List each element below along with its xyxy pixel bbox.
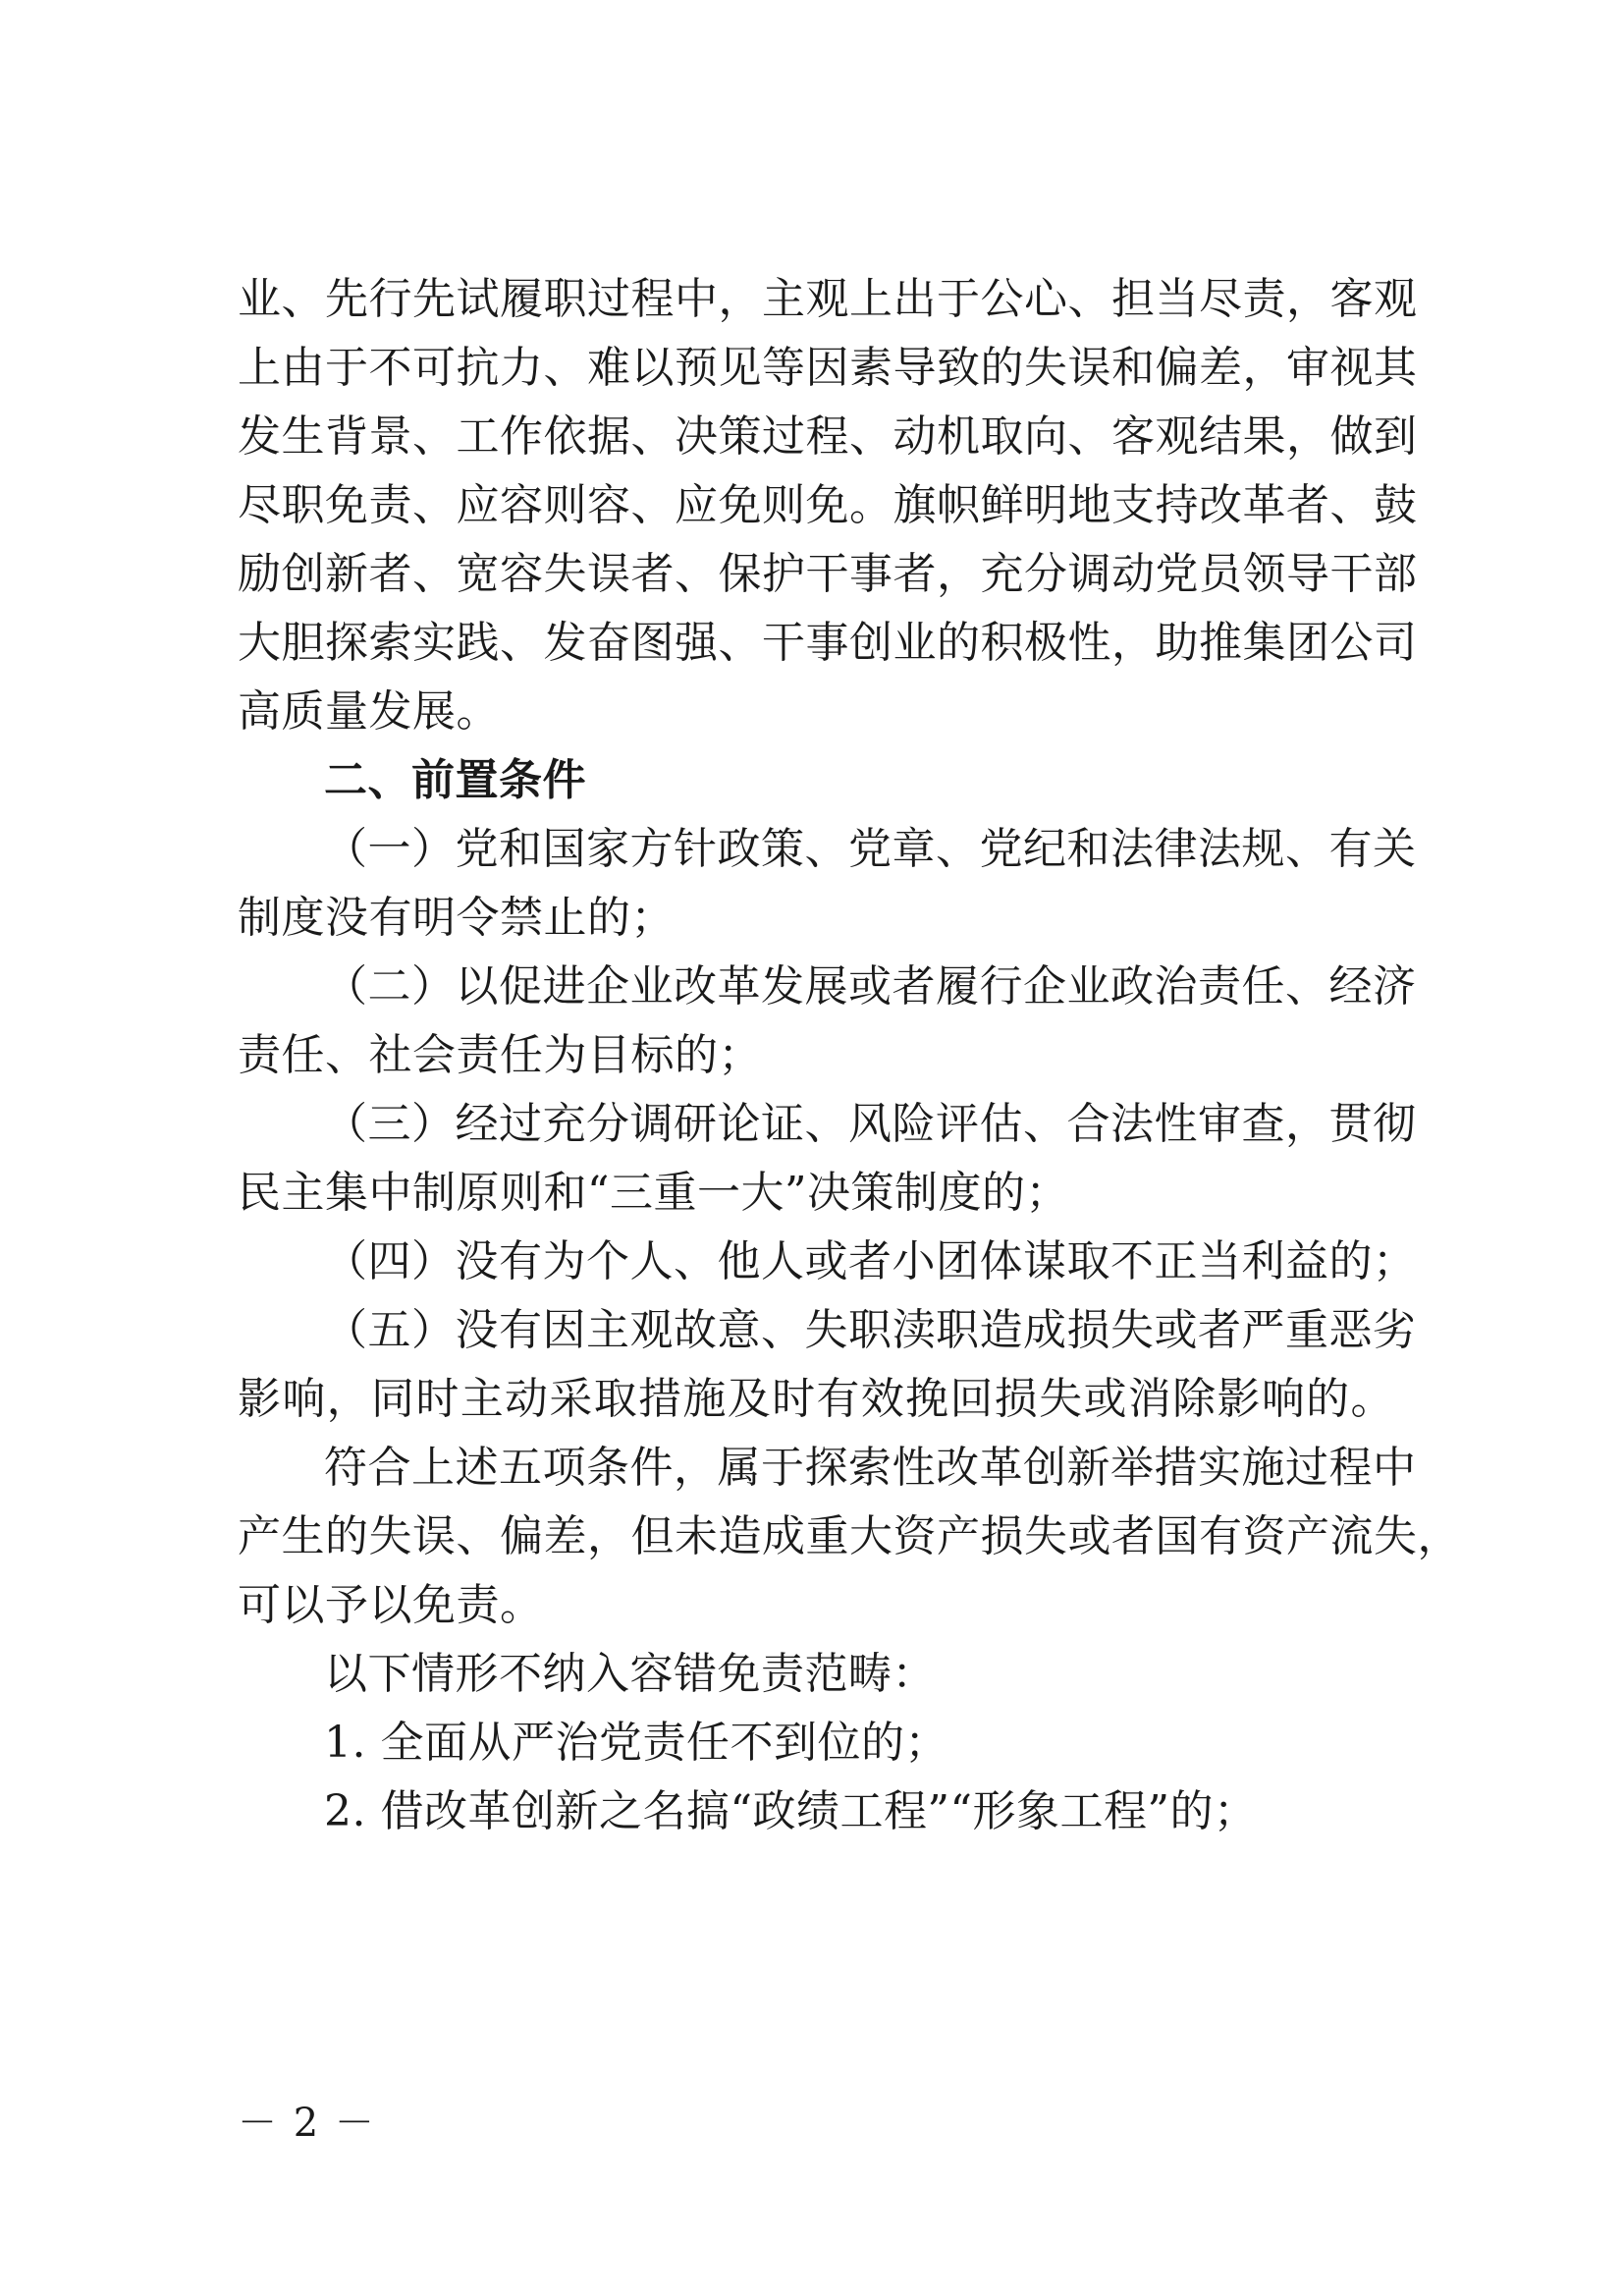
- condition-line: （四）没有为个人、他人或者小团体谋取不正当利益的；: [324, 1236, 1417, 1286]
- paragraph-line: 上由于不可抗力、难以预见等因素导致的失误和偏差，审视其: [238, 343, 1418, 393]
- paragraph-line: 发生背景、工作依据、决策过程、动机取向、客观结果，做到: [238, 411, 1418, 462]
- paragraph-line: 励创新者、宽容失误者、保护干事者，充分调动党员领导干部: [238, 549, 1418, 599]
- condition-line: 影响，同时主动采取措施及时有效挽回损失或消除影响的。: [238, 1374, 1394, 1424]
- summary-line: 产生的失误、偏差，但未造成重大资产损失或者国有资产流失，: [238, 1511, 1461, 1561]
- condition-line: 民主集中制原则和“三重一大”决策制度的；: [238, 1168, 1069, 1218]
- exclusion-item: 2. 借改革创新之名搞“政绩工程”“形象工程”的；: [324, 1786, 1258, 1836]
- paragraph-line: 大胆探索实践、发奋图强、干事创业的积极性，助推集团公司: [238, 618, 1418, 668]
- condition-line: （一）党和国家方针政策、党章、党纪和法律法规、有关: [324, 824, 1417, 874]
- condition-line: （三）经过充分调研论证、风险评估、合法性审查，贯彻: [324, 1099, 1417, 1149]
- condition-line: 责任、社会责任为目标的；: [238, 1030, 762, 1080]
- paragraph-line: 业、先行先试履职过程中，主观上出于公心、担当尽责，客观: [238, 274, 1418, 324]
- condition-line: （二）以促进企业改革发展或者履行企业政治责任、经济: [324, 961, 1417, 1011]
- summary-line: 符合上述五项条件，属于探索性改革创新举措实施过程中: [324, 1443, 1417, 1493]
- page-number: － 2 －: [238, 2101, 376, 2146]
- condition-line: 制度没有明令禁止的；: [238, 893, 675, 943]
- summary-line: 可以予以免责。: [238, 1580, 544, 1630]
- exclusion-item: 1. 全面从严治党责任不到位的；: [324, 1718, 948, 1768]
- paragraph-line: 高质量发展。: [238, 686, 500, 737]
- exclusion-intro: 以下情形不纳入容错免责范畴：: [324, 1649, 936, 1699]
- paragraph-line: 尽职免责、应容则容、应免则免。旗帜鲜明地支持改革者、鼓: [238, 480, 1418, 530]
- condition-line: （五）没有因主观故意、失职渎职造成损失或者严重恶劣: [324, 1305, 1417, 1355]
- section-heading: 二、前置条件: [324, 755, 586, 805]
